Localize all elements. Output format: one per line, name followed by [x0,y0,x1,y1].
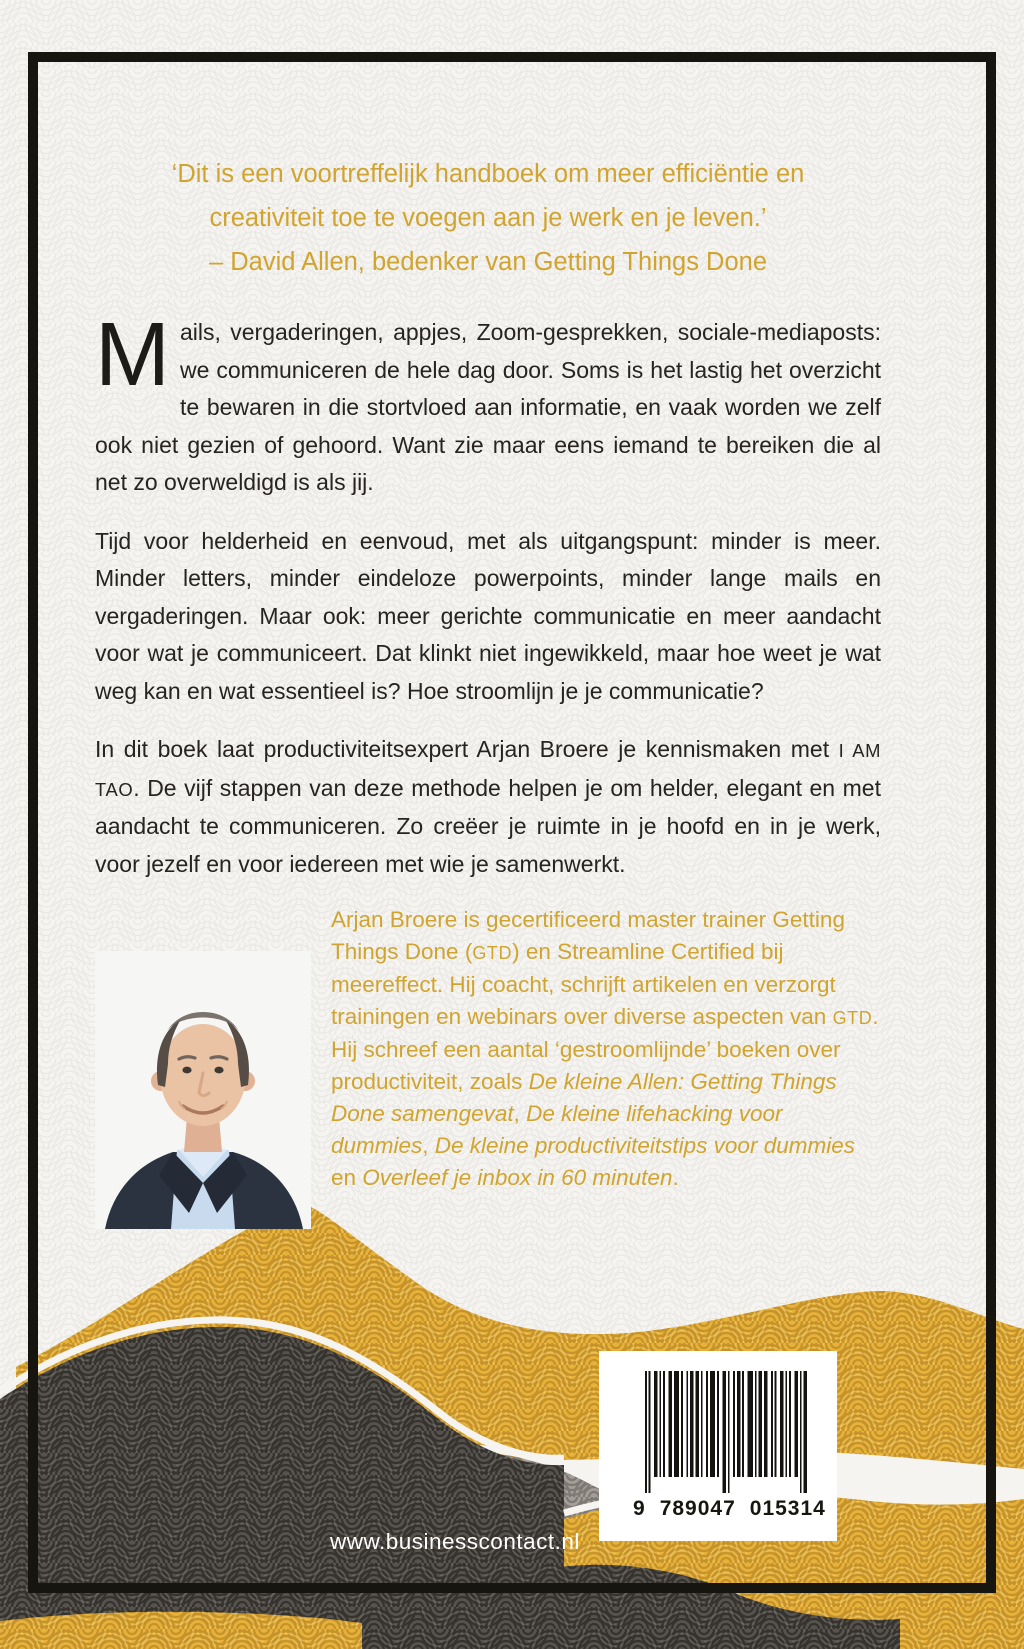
book-title: De kleine productiviteitstips voor dummies [434,1133,855,1158]
endorsement-quote [95,152,881,284]
barcode-panel [599,1351,837,1541]
blurb-paragraph-3-text: In dit boek laat productiviteitsexpert Arjan Broere je kennismaken met [95,736,839,762]
bio-seg: Arjan Broere is gecertificeerd master trainer Getting Things Done ( [331,907,845,964]
quote-line-2: creativiteit toe te voegen aan je werk en je leven.’ [209,204,767,232]
bio-seg: , [513,1101,527,1126]
bio-seg: en [331,1165,363,1190]
blurb-paragraph-1-text: ails, vergaderingen, appjes, Zoom-gesprekken, sociale-mediaposts: we communiceren de hele dag door. Soms is het lastig het overzicht te bewaren in die stortvloed aan informatie, en vaak worden we zelf ook niet gezien of gehoord. Want zie maar eens iemand te bereiken die al net zo overweldigd is als jij. [95,319,881,495]
barcode-bars [641,1371,817,1493]
blurb-paragraph-2: Tijd voor helderheid en eenvoud, met als uitgangspunt: minder is meer. Minder letters, minder eindeloze powerpoints, minder lange mails en vergaderingen. Maar ook: meer gerichte communicatie en meer aandacht voor wat je communiceert. Dat klinkt niet ingewikkeld, maar hoe weet je wat weg kan en wat essentieel is? Hoe stroomlijn je je communicatie? [95,527,881,704]
blurb-paragraph-1 [95,305,881,502]
bio-seg: . Hij schreef een aantal ‘gestroomlijnde’ boeken over productiviteit, zoals [331,1004,879,1094]
bio-seg: ) en Streamline Certified bij meereffect. Hij coacht, schrijft artikelen en verzorgt trainingen en webinars over diverse aspecten van [331,939,836,1029]
method-name: I AM TAO [95,740,881,800]
quote-line-1: ‘Dit is een voortreffelijk handboek om meer efficiëntie en [171,160,805,188]
publisher-website: www.businesscontact.nl [330,1529,580,1554]
cover-text-content [95,152,881,1229]
bio-seg: , [422,1133,435,1158]
gtd-abbreviation: GTD [472,943,513,963]
book-title: De kleine Allen: Getting Things Done samengevat [331,1069,837,1126]
isbn-digit-group: 015314 [749,1497,826,1520]
book-title: Overleef je inbox in 60 minuten [362,1165,673,1190]
gtd-abbreviation: GTD [832,1008,873,1028]
bio-seg: . [672,1165,679,1190]
isbn-digit-group: 789047 [659,1497,736,1520]
author-bio-section [95,904,881,1229]
quote-attribution: – David Allen, bedenker van Getting Things Done [208,248,768,276]
isbn-digit-group: 9 [633,1497,646,1520]
blurb-paragraph-3-text-2: . De vijf stappen van deze methode helpen je om helder, elegant en met aandacht te communiceren. Zo creëer je ruimte in je hoofd en in je werk, voor jezelf en voor iedereen met wie je samenwerkt. [95,774,881,877]
drop-cap: M [95,305,170,405]
wave-landscape-illustration [0,1189,1024,1649]
author-bio-text [331,904,881,1229]
book-title: De kleine lifehacking voor dummies [331,1101,783,1158]
blurb-text [95,305,881,883]
blurb-paragraph-3 [95,731,881,883]
isbn-number [633,1497,837,1521]
author-photo [95,951,311,1229]
gold-strip-bottom-left [0,1612,362,1649]
